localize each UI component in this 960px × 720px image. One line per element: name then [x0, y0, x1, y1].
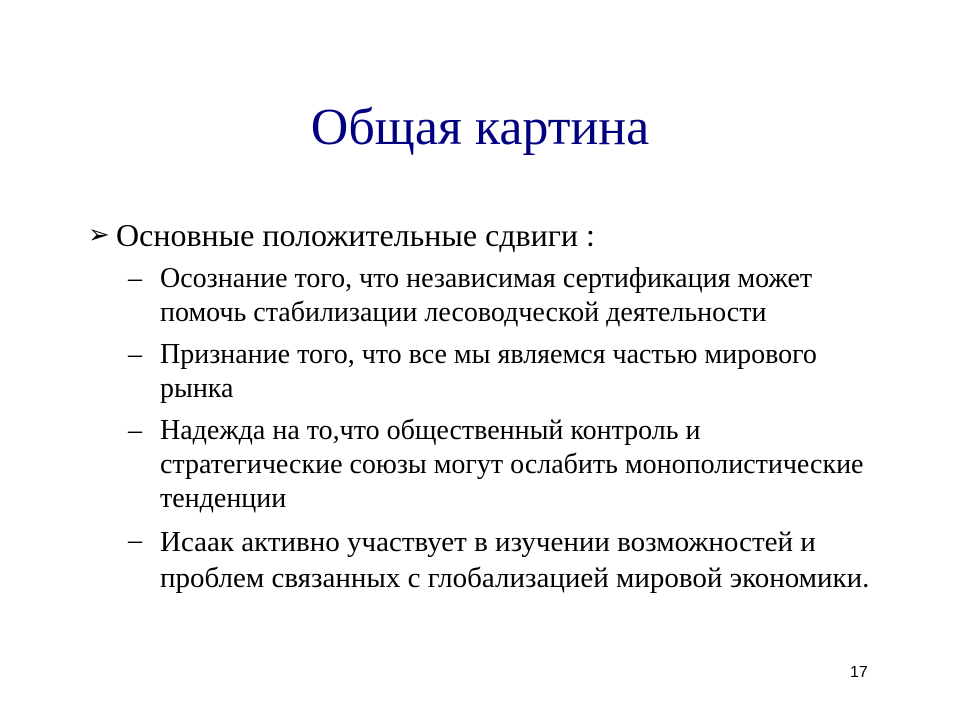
slide-title: Общая картина — [310, 99, 650, 156]
sub-bullet-item — [128, 338, 888, 406]
sub-bullet-item — [128, 262, 888, 330]
sub-bullet-text: Осознание того, что независимая сертификация может помочь стабилизации лесоводческой деятельности — [160, 263, 813, 328]
dash-bullet: – — [128, 525, 142, 556]
dash-bullet: – — [128, 263, 142, 294]
sub-bullet-item — [128, 524, 888, 596]
main-bullet — [88, 214, 888, 256]
sub-bullet-list — [128, 262, 888, 604]
main-bullet-text: Основные положительные сдвиги : — [116, 217, 595, 253]
sub-bullet-item — [128, 414, 888, 516]
dash-bullet: – — [128, 339, 142, 370]
dash-bullet: – — [128, 415, 142, 446]
page-number: 17 — [850, 664, 868, 681]
sub-bullet-text: Исаак активно участвует в изучении возможностей и проблем связанных с глобализацией мировой экономики. — [160, 526, 870, 594]
sub-bullet-text: Надежда на то,что общественный контроль и стратегические союзы могут ослабить монополистические тенденции — [160, 415, 864, 514]
arrow-bullet-icon: ➢ — [88, 220, 110, 250]
sub-bullet-text: Признание того, что все мы являемся частью мирового рынка — [160, 339, 817, 404]
